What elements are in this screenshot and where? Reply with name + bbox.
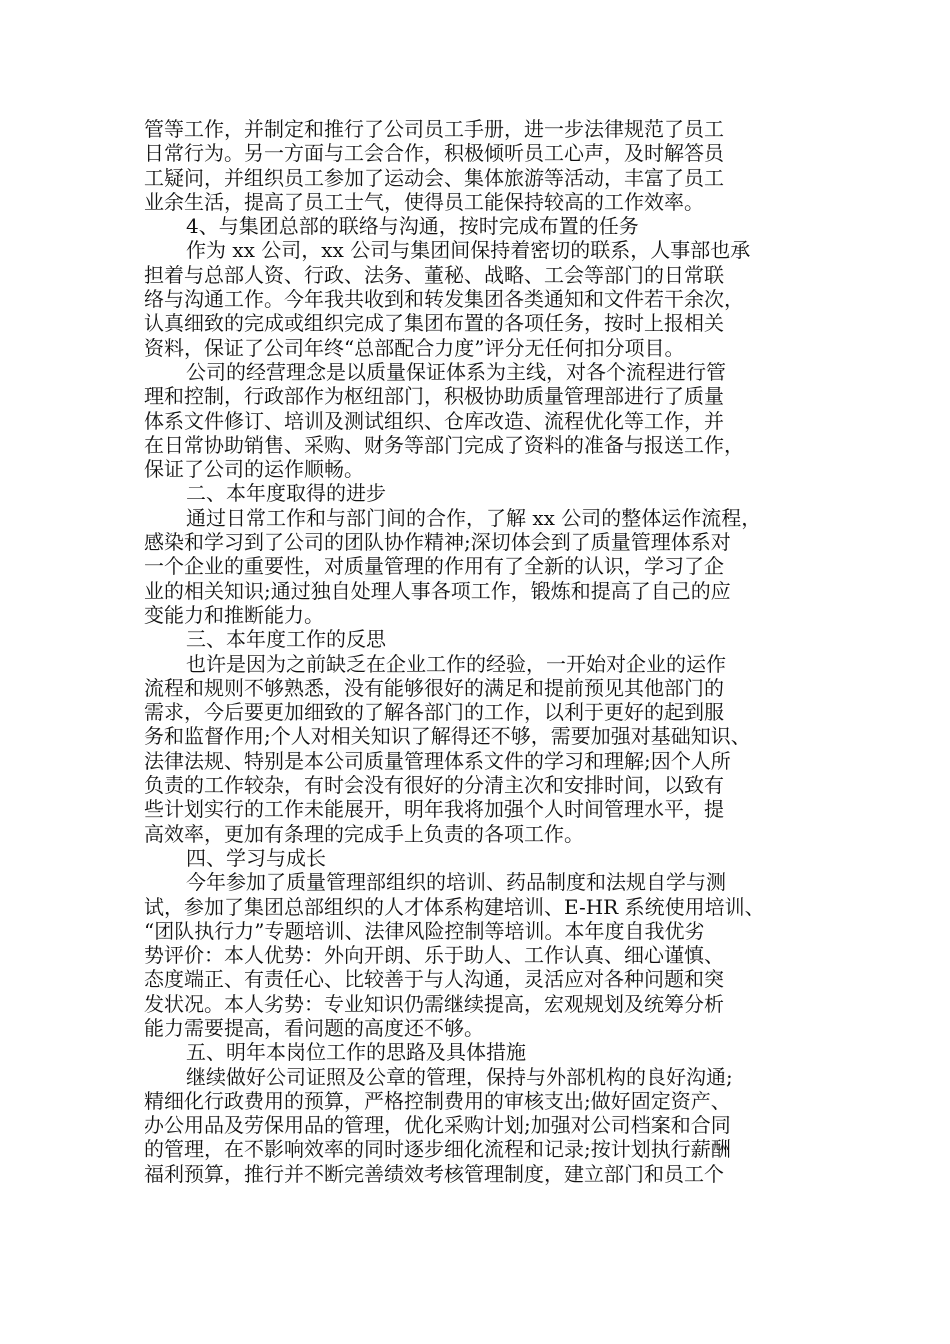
text-line: 福利预算，推行并不断完善绩效考核管理制度，建立部门和员工个 bbox=[144, 1161, 724, 1186]
text-line: 管等工作，并制定和推行了公司员工手册，进一步法律规范了员工 bbox=[144, 117, 724, 141]
text-line: 三、本年度工作的反思 bbox=[186, 627, 386, 652]
text-line: 通过日常工作和与部门间的合作，了解 xx 公司的整体运作流程， bbox=[186, 505, 762, 530]
text-line: 作为 xx 公司，xx 公司与集团间保持着密切的联系，人事部也承 bbox=[186, 238, 751, 263]
text-line: 感染和学习到了公司的团队协作精神;深切体会到了质量管理体系对 bbox=[144, 530, 731, 555]
text-line: 四、学习与成长 bbox=[186, 845, 326, 870]
text-line: 资料，保证了公司年终“总部配合力度”评分无任何扣分项目。 bbox=[144, 335, 685, 360]
text-line: 今年参加了质量管理部组织的培训、药品制度和法规自学与测 bbox=[186, 870, 726, 895]
text-line: 负责的工作较杂，有时会没有很好的分清主次和安排时间，以致有 bbox=[144, 773, 724, 798]
text-line: 一个企业的重要性，对质量管理的作用有了全新的认识，学习了企 bbox=[144, 554, 724, 579]
document-page bbox=[144, 117, 814, 1186]
text-line: 日常行为。另一方面与工会合作，积极倾听员工心声，及时解答员 bbox=[144, 141, 724, 166]
text-line: 二、本年度取得的进步 bbox=[186, 481, 386, 506]
text-line: 认真细致的完成或组织完成了集团布置的各项任务，按时上报相关 bbox=[144, 311, 724, 336]
text-line: 4、与集团总部的联络与沟通，按时完成布置的任务 bbox=[186, 214, 639, 239]
text-line: 在日常协助销售、采购、财务等部门完成了资料的准备与报送工作， bbox=[144, 432, 744, 457]
text-line: 公司的经营理念是以质量保证体系为主线，对各个流程进行管 bbox=[186, 359, 726, 384]
text-line: 试，参加了集团总部组织的人才体系构建培训、E-HR 系统使用培训、 bbox=[144, 894, 765, 919]
text-line: “团队执行力”专题培训、法律风险控制等培训。本年度自我优劣 bbox=[144, 918, 705, 943]
text-line: 精细化行政费用的预算，严格控制费用的审核支出;做好固定资产、 bbox=[144, 1088, 731, 1113]
text-line: 理和控制，行政部作为枢纽部门，积极协助质量管理部进行了质量 bbox=[144, 384, 724, 409]
text-line: 法律法规、特别是本公司质量管理体系文件的学习和理解;因个人所 bbox=[144, 748, 731, 773]
text-line: 需求，今后要更加细致的了解各部门的工作，以利于更好的起到服 bbox=[144, 700, 724, 725]
text-line: 工疑问，并组织员工参加了运动会、集体旅游等活动，丰富了员工 bbox=[144, 165, 724, 190]
text-line: 五、明年本岗位工作的思路及具体措施 bbox=[186, 1040, 526, 1065]
text-line: 势评价：本人优势：外向开朗、乐于助人、工作认真、细心谨慎、 bbox=[144, 943, 724, 968]
text-line: 发状况。本人劣势：专业知识仍需继续提高，宏观规划及统筹分析 bbox=[144, 991, 724, 1016]
text-line: 也许是因为之前缺乏在企业工作的经验，一开始对企业的运作 bbox=[186, 651, 726, 676]
text-line: 业的相关知识;通过独自处理人事各项工作，锻炼和提高了自己的应 bbox=[144, 578, 731, 603]
text-line: 流程和规则不够熟悉，没有能够很好的满足和提前预见其他部门的 bbox=[144, 675, 724, 700]
text-line: 变能力和推断能力。 bbox=[144, 602, 324, 627]
text-line: 务和监督作用;个人对相关知识了解得还不够，需要加强对基础知识、 bbox=[144, 724, 751, 749]
text-line: 继续做好公司证照及公章的管理，保持与外部机构的良好沟通; bbox=[186, 1064, 733, 1089]
text-line: 的管理，在不影响效率的同时逐步细化流程和记录;按计划执行薪酬 bbox=[144, 1137, 731, 1162]
text-line: 体系文件修订、培训及测试组织、仓库改造、流程优化等工作，并 bbox=[144, 408, 724, 433]
text-line: 些计划实行的工作未能展开，明年我将加强个人时间管理水平，提 bbox=[144, 797, 724, 822]
text-line: 保证了公司的运作顺畅。 bbox=[144, 457, 364, 482]
text-line: 态度端正、有责任心、比较善于与人沟通，灵活应对各种问题和突 bbox=[144, 967, 724, 992]
text-line: 高效率，更加有条理的完成手上负责的各项工作。 bbox=[144, 821, 584, 846]
text-line: 担着与总部人资、行政、法务、董秘、战略、工会等部门的日常联 bbox=[144, 262, 724, 287]
text-line: 业余生活，提高了员工士气，使得员工能保持较高的工作效率。 bbox=[144, 189, 704, 214]
text-line: 办公用品及劳保用品的管理，优化采购计划;加强对公司档案和合同 bbox=[144, 1113, 731, 1138]
text-line: 络与沟通工作。今年我共收到和转发集团各类通知和文件若干余次， bbox=[144, 287, 744, 312]
text-line: 能力需要提高，看问题的高度还不够。 bbox=[144, 1015, 484, 1040]
